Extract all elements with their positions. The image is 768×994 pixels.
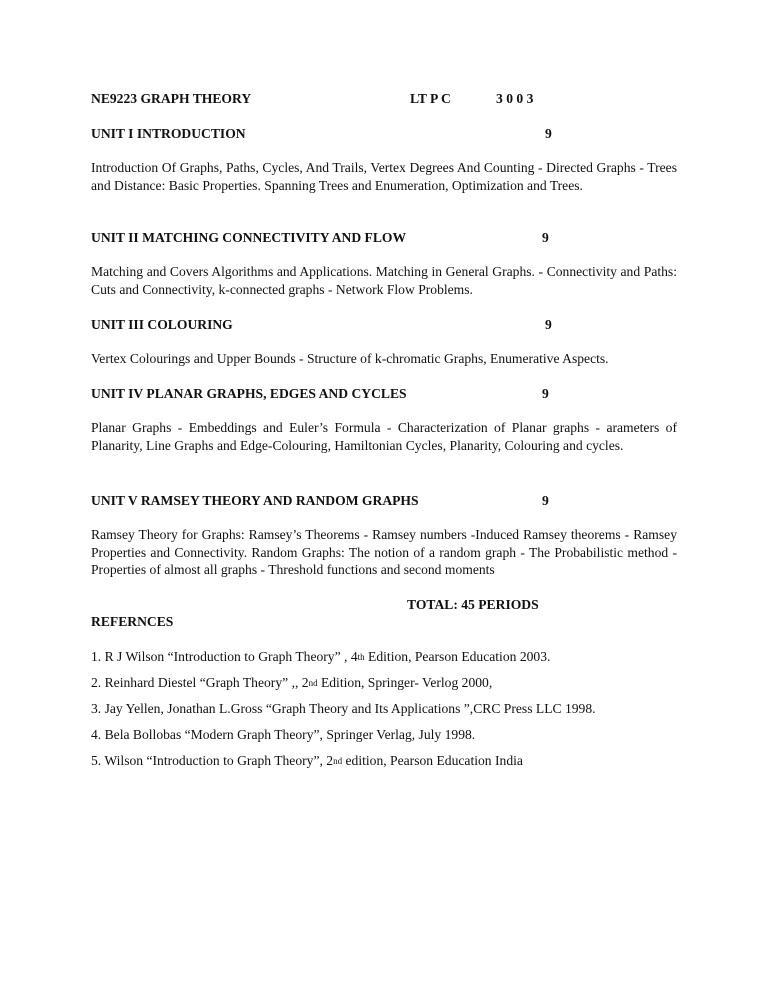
reference-text-tail: edition, Pearson Education India xyxy=(342,753,523,768)
unit-4-hours: 9 xyxy=(542,386,549,401)
unit-4-title: UNIT IV PLANAR GRAPHS, EDGES AND CYCLES xyxy=(91,386,407,401)
unit-5-hours: 9 xyxy=(542,493,549,508)
unit-5-title: UNIT V RAMSEY THEORY AND RANDOM GRAPHS xyxy=(91,493,419,508)
unit-2-hours: 9 xyxy=(542,230,549,245)
unit-5-body: Ramsey Theory for Graphs: Ramsey’s Theorems - Ramsey numbers -Induced Ramsey theorems - Ramsey Properties and Connectivity. Random Graphs: The notion of a random graph - The Probabilistic method - Properties of almost all graphs - Threshold functions and second moments xyxy=(91,527,677,577)
reference-text-tail: Edition, Springer- Verlog 2000, xyxy=(317,675,493,690)
reference-text: 5. Wilson “Introduction to Graph Theory”, 2 xyxy=(91,753,334,768)
total-periods: TOTAL: 45 PERIODS xyxy=(407,597,539,612)
unit-2-title: UNIT II MATCHING CONNECTIVITY AND FLOW xyxy=(91,230,407,245)
reference-superscript: nd xyxy=(308,678,318,688)
reference-item xyxy=(91,700,596,719)
reference-text: 2. Reinhard Diestel “Graph Theory” ,, 2 xyxy=(91,675,309,690)
reference-item xyxy=(91,674,492,693)
unit-1-title: UNIT I INTRODUCTION xyxy=(91,126,246,141)
unit-4-body: Planar Graphs - Embeddings and Euler’s Formula - Characterization of Planar graphs - arameters of Planarity, Line Graphs and Edge-Colouring, Hamiltonian Cycles, Planarity, Colouring and cycles. xyxy=(91,420,677,453)
reference-text-tail: Edition, Pearson Education 2003. xyxy=(364,649,551,664)
course-title: NE9223 GRAPH THEORY xyxy=(91,91,252,106)
reference-item xyxy=(91,648,550,667)
reference-superscript: nd xyxy=(333,756,343,766)
unit-3-hours: 9 xyxy=(545,317,552,332)
unit-2-body: Matching and Covers Algorithms and Applications. Matching in General Graphs. - Connectivity and Paths: Cuts and Connectivity, k-connected graphs - Network Flow Problems. xyxy=(91,264,677,297)
reference-text: 4. Bela Bollobas “Modern Graph Theory”, Springer Verlag, July 1998. xyxy=(91,727,476,742)
unit-3-title: UNIT III COLOURING xyxy=(91,317,233,332)
reference-text: 3. Jay Yellen, Jonathan L.Gross “Graph Theory and Its Applications ”,CRC Press LLC 1998. xyxy=(91,701,596,716)
references-heading: REFERNCES xyxy=(91,614,174,629)
unit-3-body: Vertex Colourings and Upper Bounds - Structure of k-chromatic Graphs, Enumerative Aspects. xyxy=(91,351,609,366)
reference-item xyxy=(91,752,523,771)
ltpc-value: 3 0 0 3 xyxy=(496,91,534,106)
reference-item xyxy=(91,726,475,745)
unit-1-body: Introduction Of Graphs, Paths, Cycles, And Trails, Vertex Degrees And Counting - Directed Graphs - Trees and Distance: Basic Properties. Spanning Trees and Enumeration, Optimization and Trees. xyxy=(91,160,677,193)
unit-1-hours: 9 xyxy=(545,126,552,141)
reference-text: 1. R J Wilson “Introduction to Graph Theory” , 4 xyxy=(91,649,358,664)
ltpc-label: LT P C xyxy=(410,91,451,106)
reference-superscript: th xyxy=(357,652,365,662)
